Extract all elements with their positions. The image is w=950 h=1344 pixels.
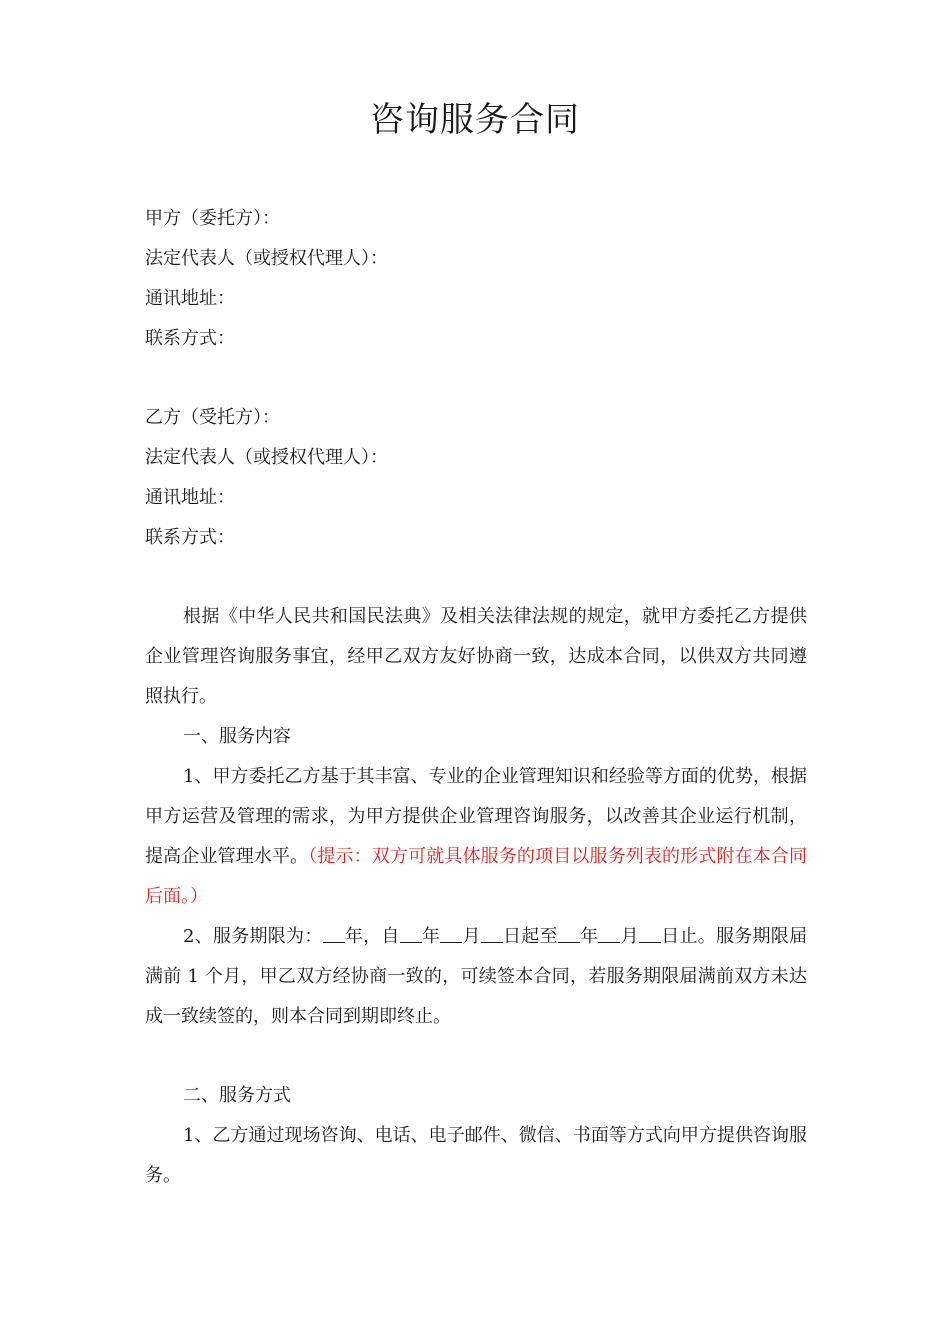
document-title: 咨询服务合同 bbox=[370, 100, 580, 140]
party-a-address-label: 通讯地址： bbox=[145, 288, 235, 309]
blank-years bbox=[323, 924, 345, 943]
section-1-clause-2 bbox=[145, 917, 807, 1037]
party-b-contact-label: 联系方式： bbox=[145, 527, 235, 548]
clause-2-lead: 2、服务期限为： bbox=[183, 926, 323, 947]
blank-end-year bbox=[558, 924, 580, 943]
blank-end-month bbox=[598, 924, 620, 943]
clause-2-text-a: 年，自 bbox=[344, 926, 400, 947]
section-1-heading: 一、服务内容 bbox=[183, 726, 291, 747]
party-a-contact-label: 联系方式： bbox=[145, 328, 235, 349]
clause-2-text-b: 年 bbox=[421, 926, 441, 947]
party-b-rep-label: 法定代表人（或授权代理人）： bbox=[145, 447, 388, 468]
section-2-clause-1: 1、乙方通过现场咨询、电话、电子邮件、微信、书面等方式向甲方提供咨询服务。 bbox=[145, 1125, 807, 1186]
party-a-rep-label: 法定代表人（或授权代理人）： bbox=[145, 248, 388, 269]
blank-start-year bbox=[400, 924, 422, 943]
clause-2-text-rest: 满前 1 个月，甲乙双方经协商一致的，可续签本合同，若服务期限届满前双方未达成一致续签的，则本合同到期即终止。 bbox=[145, 966, 807, 1027]
clause-1-hint-note: （提示：双方可就具体服务的项目以服务列表的形式附在本合同后面。） bbox=[145, 846, 807, 907]
clause-2-text-d: 日起至 bbox=[502, 926, 558, 947]
blank-start-day bbox=[481, 924, 503, 943]
blank-start-month bbox=[440, 924, 462, 943]
blank-end-day bbox=[639, 924, 661, 943]
clause-2-text-f: 月 bbox=[620, 926, 639, 947]
preamble-paragraph: 根据《中华人民共和国民法典》及相关法律法规的规定，就甲方委托乙方提供企业管理咨询服务事宜，经甲乙双方友好协商一致，达成本合同，以供双方共同遵照执行。 bbox=[145, 606, 807, 707]
clause-2-text-c: 月 bbox=[462, 926, 481, 947]
clause-2-text-e: 年 bbox=[579, 926, 599, 947]
section-2-heading: 二、服务方式 bbox=[183, 1085, 291, 1106]
clause-2-text-g: 日止。服务期限届 bbox=[660, 926, 808, 947]
clause-1-text: 1、甲方委托乙方基于其丰富、专业的企业管理知识和经验等方面的优势，根据甲方运营及管理的需求，为甲方提供企业管理咨询服务，以改善其企业运行机制，提高企业管理水平。 bbox=[145, 766, 807, 867]
party-b-address-label: 通讯地址： bbox=[145, 487, 235, 508]
party-a-name-label: 甲方（委托方）： bbox=[145, 208, 280, 229]
party-b-name-label: 乙方（受托方）： bbox=[145, 407, 280, 428]
section-1-clause-1 bbox=[145, 757, 807, 917]
